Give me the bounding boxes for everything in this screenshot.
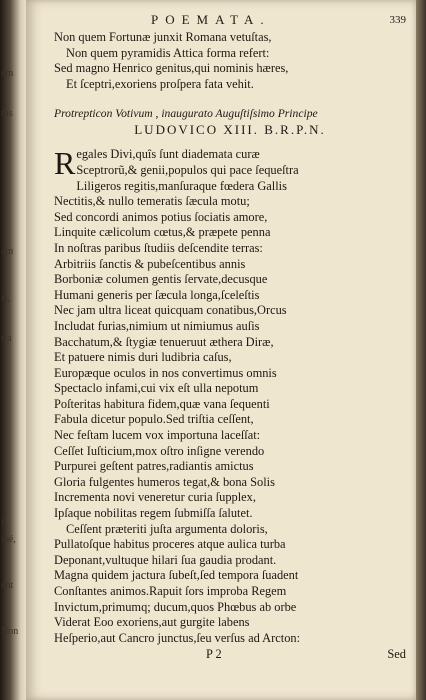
poem-body: [54, 147, 406, 646]
page-footer: [54, 647, 406, 663]
verse-line: Et patuere nimis duri ludibria caſus,: [54, 350, 232, 365]
verse-line: Linquite cælicolum cœtus,& præpete penna: [54, 225, 271, 240]
gutter-word: am: [1, 246, 14, 257]
verse-line: Invictum,primumq; ducum,quos Phœbus ab orbe: [54, 599, 297, 614]
verse-line: Ceſſet Iuſticium,mox oſtro inſigne verendo: [54, 443, 265, 458]
verse-line: Gloria fulgentes humeros tegat,& bona Solis: [54, 474, 275, 489]
verse-line: Borboniæ columen gentis ſervate,decusque: [54, 272, 268, 287]
poem-title: Protrepticon Votivum , inaugurato Auguſtiſsimo Principe: [54, 107, 318, 121]
verse-line: Ceſſent præteriti juſta argumenta doloris,: [66, 521, 268, 536]
verse-line: Sceptrorũ,& genii,populos qui pace ſequeſtra: [76, 162, 299, 177]
gutter-word: ibé,: [1, 534, 16, 545]
gutter-word: Non: [1, 626, 19, 637]
verse-line: Fabula dicetur populo.Sed triſtia ceſſent,: [54, 412, 254, 427]
verse-line: Humani generis per ſæcula longa,ſceleſtis: [54, 287, 260, 302]
verse-line: Magna quidem jactura ſubeſt,ſed tempora ſuadent: [54, 568, 299, 583]
verse-line: Heſperio,aut Cancro junctus,ſeu verſus ad Arcton:: [54, 630, 301, 645]
preceding-verses: [54, 30, 406, 92]
verse-line: Europæque oculos in nos convertimus omnis: [54, 365, 277, 380]
verse-line: Pullatoſque habitus proceres atque aulica turba: [54, 537, 286, 552]
verse-line: Incrementa novi veneretur curia ſupplex,: [54, 490, 256, 505]
running-title: POEMATA.: [151, 12, 271, 27]
verse-line: Non quem pyramidis Attica forma refert:: [66, 45, 270, 60]
gutter-word: is,: [1, 293, 11, 304]
verse-line: Purpurei geſtent patres,radiantis amictus: [54, 459, 254, 474]
page-edge: [416, 0, 426, 700]
verse-line: Liligeros regitis,manſuraque fœdera Gallis: [76, 178, 287, 193]
book-page: [26, 0, 416, 700]
gutter-word: I.: [1, 518, 7, 529]
verse-line: Arbitriis ſanctis & pubeſcentibus annis: [54, 256, 246, 271]
verse-line: Viderat Eoo exoriens,aut gurgite labens: [54, 615, 250, 630]
gutter-facing-page: [0, 0, 26, 700]
verse-line: Et ſceptri,exoriens proſpera fata vehit.: [66, 76, 254, 91]
verse-line: Conſtantes animos.Rapuit ſors improba Regem: [54, 584, 287, 598]
verse-line: Sed concordi animos potius ſociatis amore,: [54, 209, 268, 224]
verse-line: Includat furias,nimium ut nimiumus auſis: [54, 318, 260, 333]
verse-line: egales Divi,quîs ſunt diademata curæ: [76, 147, 260, 162]
verse-line: Poſteritas habitura fidem,quæ vana ſequenti: [54, 396, 270, 411]
page-header: [26, 12, 416, 30]
gutter-word: tra: [1, 333, 12, 344]
signature-mark: P 2: [206, 647, 222, 662]
verse-line: Nec jam ultra liceat quicquam conatibus,Orcus: [54, 303, 287, 318]
page-number: 339: [389, 14, 406, 26]
poem-dedication: LUDOVICO XIII. B.R.P.N.: [134, 122, 326, 138]
drop-capital: R: [54, 145, 76, 182]
verse-line: Sed magno Henrico genitus,qui nominis hæres,: [54, 61, 289, 76]
verse-line: Bacchatum,& ſtygiæ tenueruut æthera Diræ,: [54, 334, 274, 349]
gutter-word: em: [1, 68, 14, 79]
verse-line: Deponant,vultuque hilari ſua gaudia prodant.: [54, 552, 277, 567]
verse-line: In noſtras paribus ſtudiis deſcendite terras:: [54, 240, 263, 255]
verse-line: Non quem Fortunæ junxit Romana vetuſtas,: [54, 30, 272, 44]
verse-line: Ipſaque nobilitas regem ſubmiſſa ſalutet.: [54, 506, 253, 521]
catchword: Sed: [387, 647, 406, 662]
page-text: [54, 30, 406, 663]
verse-line: Spectaclo infami,cui vix eſt ulla nepotum: [54, 381, 259, 396]
verse-line: Nec feſtam lucem vox importuna laceſſat:: [54, 428, 261, 443]
gutter-word: ent: [1, 580, 14, 591]
gutter-word: tus: [1, 108, 13, 119]
verse-line: Nectitis,& nullo temeratis ſæcula motu;: [54, 194, 250, 209]
